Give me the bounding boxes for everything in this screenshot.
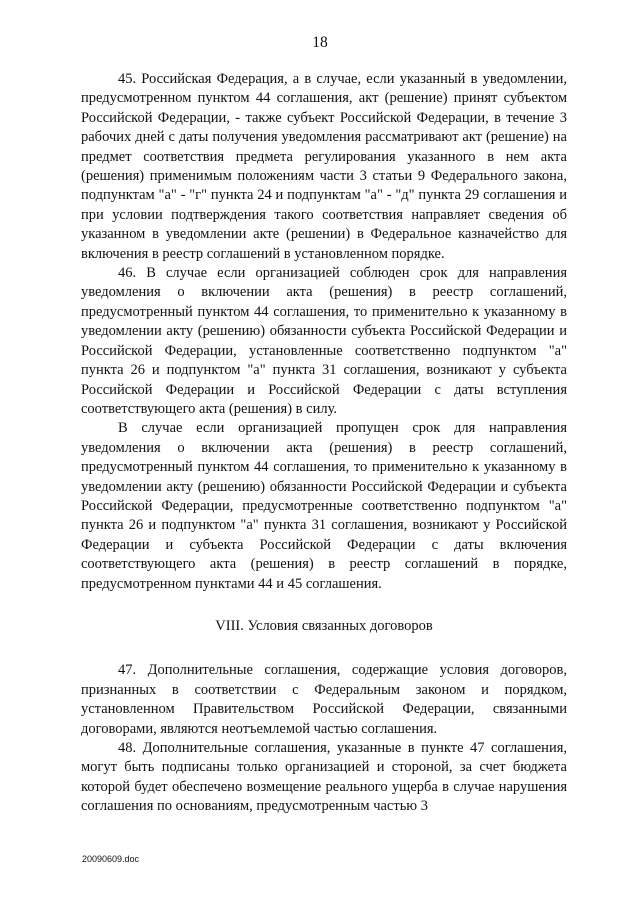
section-heading: VIII. Условия связанных договоров — [215, 617, 433, 634]
paragraph-45: 45. Российская Федерация, а в случае, если указанный в уведомлении, предусмотренном пунктом 44 соглашения, акт (решение) принят субъектом Российской Федерации, - также субъект Российской Федерации, в течение 3 рабочих дней с даты получения уведомления рассматривают акт (решение) на предмет соответствия предмета регулирования указанного в нем акта (решения) применимым положениям части 3 статьи 9 Федерального закона, подпунктам "а" - "г" пункта 24 и подпунктам "а" - "д" пункта 29 соглашения и при условии подтверждения такого соответствия направляет сведения об указанном в уведомлении акте (решении) в Федеральное казначейство для включения в реестр соглашений в установленном порядке. — [81, 71, 567, 262]
paragraph-47: 47. Дополнительные соглашения, содержащие условия договоров, признанных в соответствии с Федеральным законом и порядком, установленном Правительством Российской Федерации, связанными договорами, являются неотъемлемой частью соглашения. — [81, 662, 567, 737]
paragraph-48: 48. Дополнительные соглашения, указанные в пункте 47 соглашения, могут быть подписаны только организацией и стороной, за счет бюджета которой будет обеспечено возмещение реального ущерба в случае нарушения соглашения по основаниям, предусмотренным частью 3 — [81, 740, 567, 815]
paragraph-46-continuation: В случае если организацией пропущен срок для направления уведомления о включении акта (решения) в реестр соглашений, предусмотренный пунктом 44 соглашения, то применительно к указанному в уведомлении акту (решению) обязанности Российской Федерации и субъекта Российской Федерации, предусмотренные соответственно подпунктом "а" пункта 26 и подпунктом "а" пункта 31 соглашения, возникают у Российской Федерации и субъекта Российской Федерации с даты включения соответствующего акта (решения) в реестр соглашений в порядке, предусмотренном пунктами 44 и 45 соглашения. — [81, 420, 567, 592]
paragraph-46: 46. В случае если организацией соблюден срок для направления уведомления о включении акта (решения) в реестр соглашений, предусмотренный пунктом 44 соглашения, то применительно к указанному в уведомлении акту (решению) обязанности субъекта Российской Федерации и Российской Федерации, установленные соответственно подпунктом "а" пункта 26 и подпунктом "а" пункта 31 соглашения, возникают у субъекта Российской Федерации и Российской Федерации с даты вступления соответствующего акта (решения) в силу. — [81, 265, 567, 417]
footer-filename: 20090609.doc — [82, 854, 140, 864]
document-body — [81, 70, 567, 817]
page-number: 18 — [312, 34, 328, 51]
